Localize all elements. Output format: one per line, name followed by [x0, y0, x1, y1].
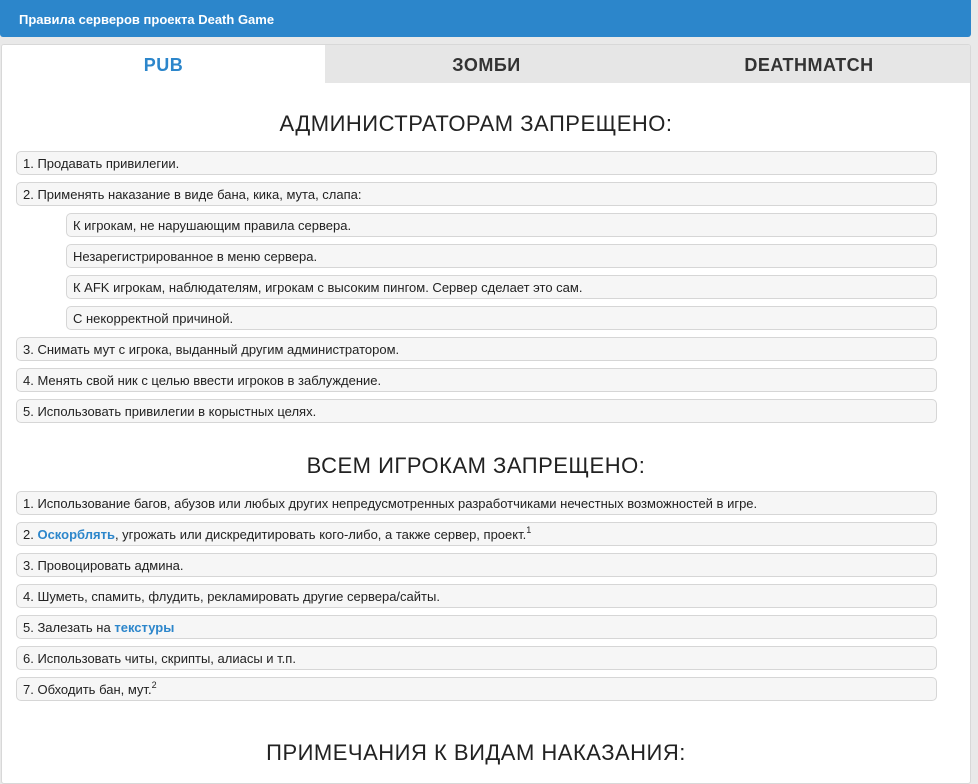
player-rule-5: [16, 615, 937, 639]
player-rule-7: [16, 677, 937, 701]
player-rule-3: 3. Провоцировать админа.: [16, 553, 937, 577]
player-rule-4: 4. Шуметь, спамить, флудить, рекламировать другие сервера/сайты.: [16, 584, 937, 608]
tab-zombie[interactable]: ЗОМБИ: [452, 55, 521, 75]
player-rule-2: [16, 522, 937, 546]
tab-pub[interactable]: PUB: [2, 45, 325, 83]
section-title-players: ВСЕМ ИГРОКАМ ЗАПРЕЩЕНО:: [306, 453, 646, 478]
admin-rule-1: 1. Продавать привилегии.: [16, 151, 937, 175]
tab-deathmatch[interactable]: DEATHMATCH: [744, 55, 874, 75]
footnote-1: 1: [526, 524, 532, 535]
page-title: Правила серверов проекта Death Game: [19, 12, 275, 27]
admin-subrule-2: Незарегистрированное в меню сервера.: [66, 244, 937, 268]
player-rule-2-text: , угрожать или дискредитировать кого-либо, а также сервер, проект.: [114, 527, 527, 542]
rules-panel: [1, 44, 971, 784]
admin-rule-4: 4. Менять свой ник с целью ввести игроков в заблуждение.: [16, 368, 937, 392]
admin-rule-5: 5. Использовать привилегии в корыстных целях.: [16, 399, 937, 423]
admin-subrule-1: К игрокам, не нарушающим правила сервера.: [66, 213, 937, 237]
footnote-2: 2: [151, 679, 157, 690]
server-tabs: [2, 45, 970, 83]
player-rule-7-text: 7. Обходить бан, мут.: [23, 682, 152, 697]
admin-rule-3: 3. Снимать мут с игрока, выданный другим администратором.: [16, 337, 937, 361]
player-rule-5-prefix: 5. Залезать на: [23, 620, 115, 635]
admin-subrule-3: К AFK игрокам, наблюдателям, игрокам с высоким пингом. Сервер сделает это сам.: [66, 275, 937, 299]
insult-link[interactable]: Оскорблять: [37, 527, 115, 542]
section-title-notes: ПРИМЕЧАНИЯ К ВИДАМ НАКАЗАНИЯ:: [266, 740, 686, 765]
section-title-admins: АДМИНИСТРАТОРАМ ЗАПРЕЩЕНО:: [279, 111, 673, 136]
player-rule-2-prefix: 2.: [23, 527, 38, 542]
textures-link[interactable]: текстуры: [114, 620, 175, 635]
page-header: [0, 0, 971, 37]
admin-rule-2: 2. Применять наказание в виде бана, кика, мута, слапа:: [16, 182, 937, 206]
player-rule-6: 6. Использовать читы, скрипты, алиасы и т.п.: [16, 646, 937, 670]
player-rule-1: 1. Использование багов, абузов или любых других непредусмотренных разработчиками нечестных возможностей в игре.: [16, 491, 937, 515]
admin-subrule-4: С некорректной причиной.: [66, 306, 937, 330]
